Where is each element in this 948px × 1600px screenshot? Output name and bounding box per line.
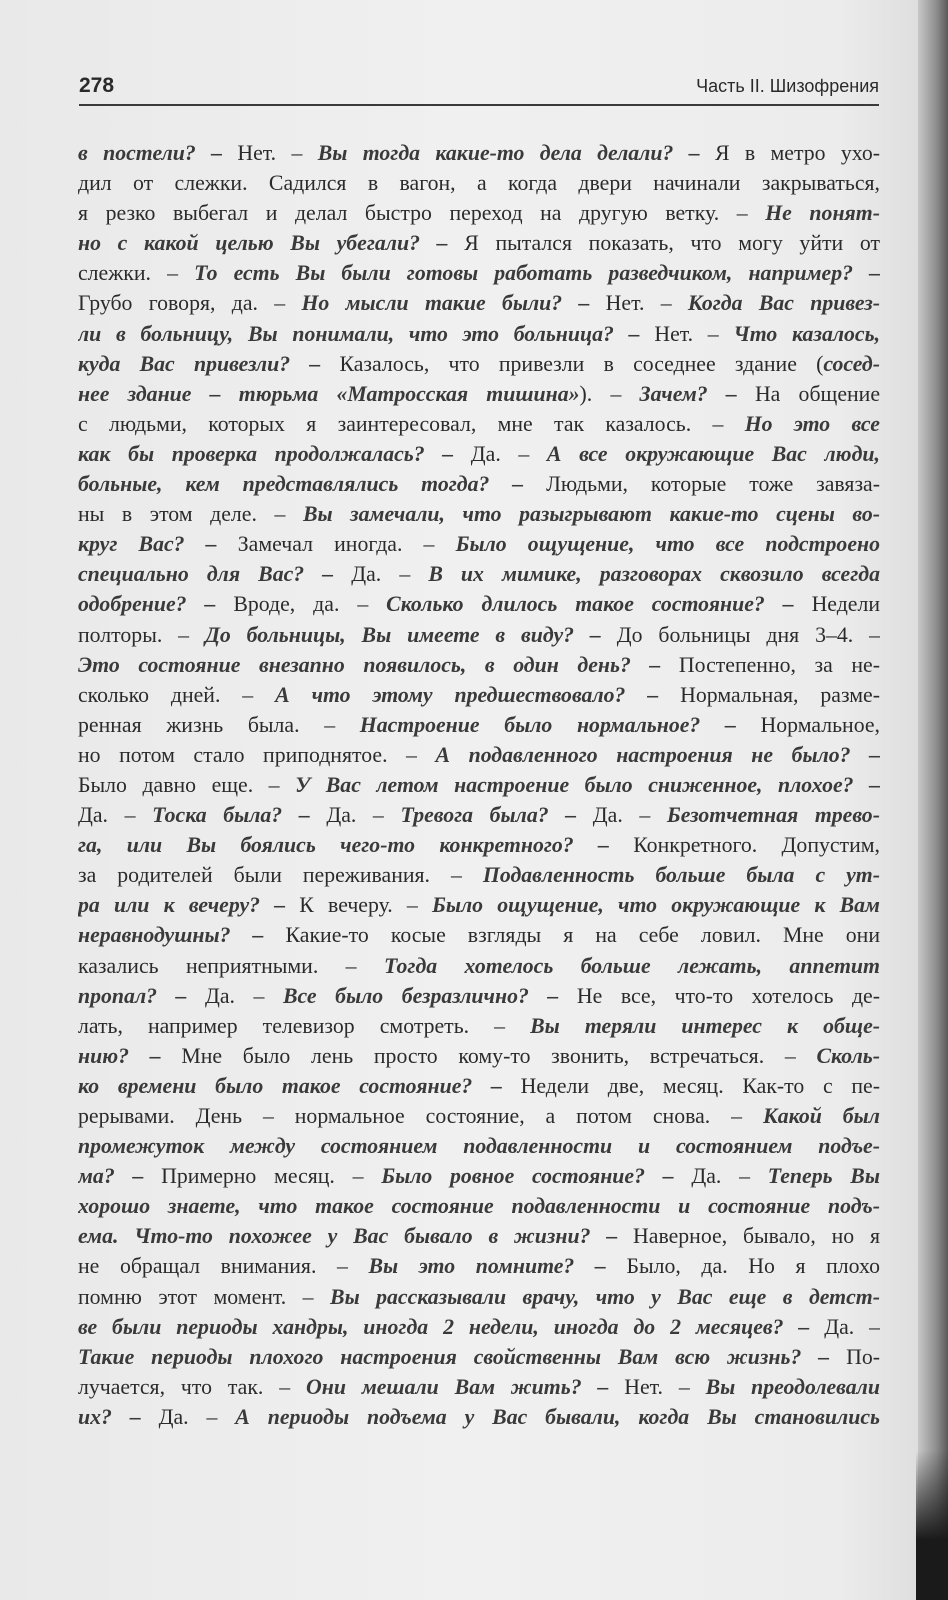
text-line [78, 1191, 880, 1221]
answer-segment: Да. – [453, 441, 547, 466]
text-line [78, 680, 880, 710]
answer-segment: Людьми, которые тоже завяза- [523, 472, 880, 497]
question-segment: в постели? – [78, 141, 223, 165]
question-segment: Какой был [762, 1104, 880, 1128]
answer-segment: не обращал внимания. – [78, 1254, 369, 1279]
body-text [78, 138, 880, 1432]
text-line [78, 650, 880, 680]
answer-segment: Грубо говоря, да. – [78, 291, 302, 316]
book-spine-dark-corner [916, 1450, 948, 1600]
answer-segment: Я в метро ухо- [699, 141, 880, 165]
text-line [78, 379, 880, 409]
answer-segment: ренная жизнь была. – [78, 712, 360, 737]
answer-segment: полторы. – [78, 622, 205, 647]
question-segment: Вы преодолевали [705, 1374, 880, 1399]
text-line [78, 409, 880, 439]
question-segment: их? – [78, 1404, 141, 1429]
answer-segment: Мне было лень просто кому-то звонить, встречаться. – [160, 1043, 817, 1068]
answer-segment: Не все, что-то хотелось де- [558, 983, 880, 1008]
question-segment: Что казалось, [733, 321, 880, 346]
question-segment: Было ощущение, что окружающие к Вам [432, 893, 880, 918]
text-line [78, 288, 880, 318]
text-line [78, 740, 880, 770]
question-segment: До больницы, Вы имеете в виду? – [204, 622, 601, 647]
question-segment: одобрение? – [78, 592, 216, 617]
text-line [78, 830, 880, 860]
question-segment: А подавленного настроения не было? – [435, 742, 880, 767]
question-segment: Зачем? – [639, 381, 737, 406]
text-line [78, 770, 880, 800]
question-segment: Такие периоды плохого настроения свойственны Вам всю жизнь? – [78, 1344, 830, 1369]
answer-segment: но потом стало приподнятое. – [78, 742, 436, 767]
question-segment: круг Вас? – [78, 532, 217, 557]
answer-segment: До больницы дня 3–4. – [600, 622, 880, 647]
answer-segment: На общение [736, 381, 880, 406]
answer-segment: Нет. – [222, 141, 318, 165]
answer-segment: Я пытался показать, что могу уйти от [447, 231, 880, 256]
question-segment: хорошо знаете, что такое состояние подавленности и состояние подъ- [78, 1194, 880, 1219]
answer-segment: я резко выбегал и делал быстро переход на другую ветку. – [78, 201, 766, 226]
question-segment: ема. Что-то похожее у Вас бывало в жизни? – [78, 1224, 618, 1249]
text-line [78, 1282, 880, 1312]
question-segment: А периоды подъема у Вас бывали, когда Вы становились [235, 1404, 880, 1429]
answer-segment: По- [829, 1344, 880, 1369]
question-segment: Вы замечали, что разыгрывают какие-то сцены во- [302, 502, 880, 527]
answer-segment: ). – [579, 381, 640, 406]
question-segment: больные, кем представлялись тогда? – [78, 472, 524, 497]
answer-segment: К вечеру. – [285, 893, 433, 918]
text-line [78, 1312, 880, 1342]
text-line [78, 1011, 880, 1041]
text-line [78, 1041, 880, 1071]
text-line [78, 920, 880, 950]
question-segment: Было ощущение, что все подстроено [455, 532, 880, 557]
text-line [78, 499, 880, 529]
answer-segment: Постепенно, за не- [660, 652, 880, 677]
question-segment: как бы проверка продолжалась? – [78, 441, 454, 466]
question-segment: ли в больницу, Вы понимали, что это больница? – [78, 321, 640, 346]
answer-segment: казались неприятными. – [78, 953, 384, 978]
question-segment: Теперь Вы [767, 1164, 880, 1189]
page-number: 278 [79, 74, 115, 97]
question-segment: Вы тогда какие-то дела делали? – [317, 141, 700, 165]
question-segment: Это состояние внезапно появилось, в один день? – [78, 652, 661, 677]
answer-segment: лать, например телевизор смотреть. – [78, 1013, 531, 1038]
book-spine-shadow [918, 0, 948, 1600]
answer-segment: Нет. – [639, 321, 734, 346]
question-segment: но с какой целью Вы убегали? – [78, 231, 448, 256]
answer-segment: Недели две, месяц. Как-то с пе- [501, 1073, 880, 1098]
text-line [78, 529, 880, 559]
text-line [78, 258, 880, 288]
text-line [78, 890, 880, 920]
question-segment: Вы рассказывали врачу, что у Вас еще в детст- [330, 1284, 880, 1309]
question-segment: нию? – [78, 1043, 161, 1068]
question-segment: ра или к вечеру? – [78, 893, 286, 918]
text-line [78, 1221, 880, 1251]
question-segment: га, или Вы боялись чего-то конкретного? – [78, 833, 609, 858]
question-segment: сосед- [823, 351, 880, 376]
text-line [78, 319, 880, 349]
answer-segment: сколько дней. – [78, 682, 276, 707]
question-segment: Безотчетная трево- [666, 803, 880, 828]
text-line [78, 168, 880, 198]
text-line [78, 951, 880, 981]
question-segment: Когда Вас привез- [687, 291, 880, 316]
answer-segment: Нормальное, [735, 712, 880, 737]
question-segment: неравнодушны? – [78, 923, 264, 948]
text-line [78, 1372, 880, 1402]
answer-segment: помню этот момент. – [78, 1284, 331, 1309]
answer-segment: Недели [793, 592, 880, 617]
question-segment: куда Вас привезли? – [78, 351, 321, 376]
question-segment: Вы это помните? – [368, 1254, 606, 1279]
question-segment: Подавленность больше была с ут- [482, 863, 880, 888]
answer-segment: Вроде, да. – [215, 592, 387, 617]
answer-segment: ны в этом деле. – [78, 502, 303, 527]
question-segment: пропал? – [78, 983, 187, 1008]
text-line [78, 469, 880, 499]
question-segment: Тоска была? – [152, 803, 310, 828]
answer-segment: Нормальная, разме- [658, 682, 880, 707]
text-line [78, 138, 880, 168]
answer-segment: Да. – [673, 1164, 768, 1189]
text-line [78, 800, 880, 830]
text-line [78, 981, 880, 1011]
question-segment: Было ровное состояние? – [381, 1164, 674, 1189]
answer-segment: Да. – [576, 803, 667, 828]
answer-segment: Наверное, бывало, но я [617, 1224, 880, 1249]
question-segment: Настроение было нормальное? – [359, 712, 736, 737]
question-segment: А что этому предшествовало? – [275, 682, 659, 707]
question-segment: В их мимике, разговорах сквозило всегда [428, 562, 880, 587]
answer-segment: рерывами. День – нормальное состояние, а потом снова. – [78, 1104, 763, 1128]
question-segment: То есть Вы были готовы работать разведчиком, например? – [194, 261, 880, 286]
running-head: Часть II. Шизофрения [696, 76, 879, 96]
question-segment: Сколь- [816, 1043, 880, 1068]
text-line [78, 589, 880, 619]
answer-segment: слежки. – [78, 261, 195, 286]
answer-segment: Казалось, что привезли в соседнее здание ( [320, 351, 824, 376]
answer-segment: Да. – [140, 1404, 236, 1429]
text-line [78, 439, 880, 469]
answer-segment: Конкретного. Допустим, [608, 833, 880, 858]
question-segment: У Вас летом настроение было сниженное, плохое? – [295, 772, 880, 797]
text-line [78, 860, 880, 890]
text-line [78, 1342, 880, 1372]
answer-segment: Да. – [333, 562, 429, 587]
answer-segment: Было, да. Но я плохо [605, 1254, 880, 1279]
answer-segment: дил от слежки. Садился в вагон, а когда двери начинали закрываться, [78, 171, 880, 196]
answer-segment: Нет. – [589, 291, 688, 316]
question-segment: Все было безразлично? – [282, 983, 559, 1008]
question-segment: Тревога была? – [400, 803, 577, 828]
question-segment: специально для Вас? – [78, 562, 334, 587]
question-segment: промежуток между состоянием подавленности и состоянием подъе- [78, 1134, 880, 1159]
question-segment: Вы теряли интерес к обще- [530, 1013, 880, 1038]
question-segment: Но мысли такие были? – [301, 291, 590, 316]
text-line [78, 559, 880, 589]
header-rule [79, 104, 879, 106]
answer-segment: Да. – [809, 1314, 880, 1339]
answer-segment: Да. – [309, 803, 401, 828]
text-line [78, 1402, 880, 1432]
question-segment: Не понят- [765, 201, 880, 226]
question-segment: А все окружающие Вас люди, [546, 441, 880, 466]
answer-segment: с людьми, которых я заинтересовал, мне так казалось. – [78, 411, 745, 436]
question-segment: ве были периоды хандры, иногда 2 недели, иногда до 2 месяцев? – [78, 1314, 810, 1339]
text-line [78, 1251, 880, 1281]
answer-segment: за родителей были переживания. – [78, 863, 483, 888]
question-segment: Но это все [744, 411, 880, 436]
question-segment: нее здание – тюрьма «Матросская тишина» [78, 381, 580, 406]
text-line [78, 349, 880, 379]
text-line [78, 1131, 880, 1161]
text-line [78, 1071, 880, 1101]
answer-segment: Да. – [186, 983, 283, 1008]
text-line [78, 620, 880, 650]
answer-segment: Да. – [78, 803, 153, 828]
question-segment: Сколько длилось такое состояние? – [386, 592, 794, 617]
text-line [78, 710, 880, 740]
answer-segment: Примерно месяц. – [143, 1164, 382, 1189]
text-line [78, 198, 880, 228]
question-segment: ма? – [78, 1164, 144, 1189]
question-segment: ко времени было такое состояние? – [78, 1073, 502, 1098]
answer-segment: Какие-то косые взгляды я на себе ловил. Мне они [263, 923, 880, 948]
question-segment: Они мешали Вам жить? – [306, 1374, 609, 1399]
answer-segment: лучается, что так. – [78, 1374, 306, 1399]
answer-segment: Замечал иногда. – [216, 532, 456, 557]
text-line [78, 228, 880, 258]
text-line [78, 1101, 880, 1131]
answer-segment: Было давно еще. – [78, 772, 296, 797]
answer-segment: Нет. – [608, 1374, 706, 1399]
page-header [79, 74, 879, 104]
question-segment: Тогда хотелось больше лежать, аппетит [383, 953, 880, 978]
text-line [78, 1161, 880, 1191]
